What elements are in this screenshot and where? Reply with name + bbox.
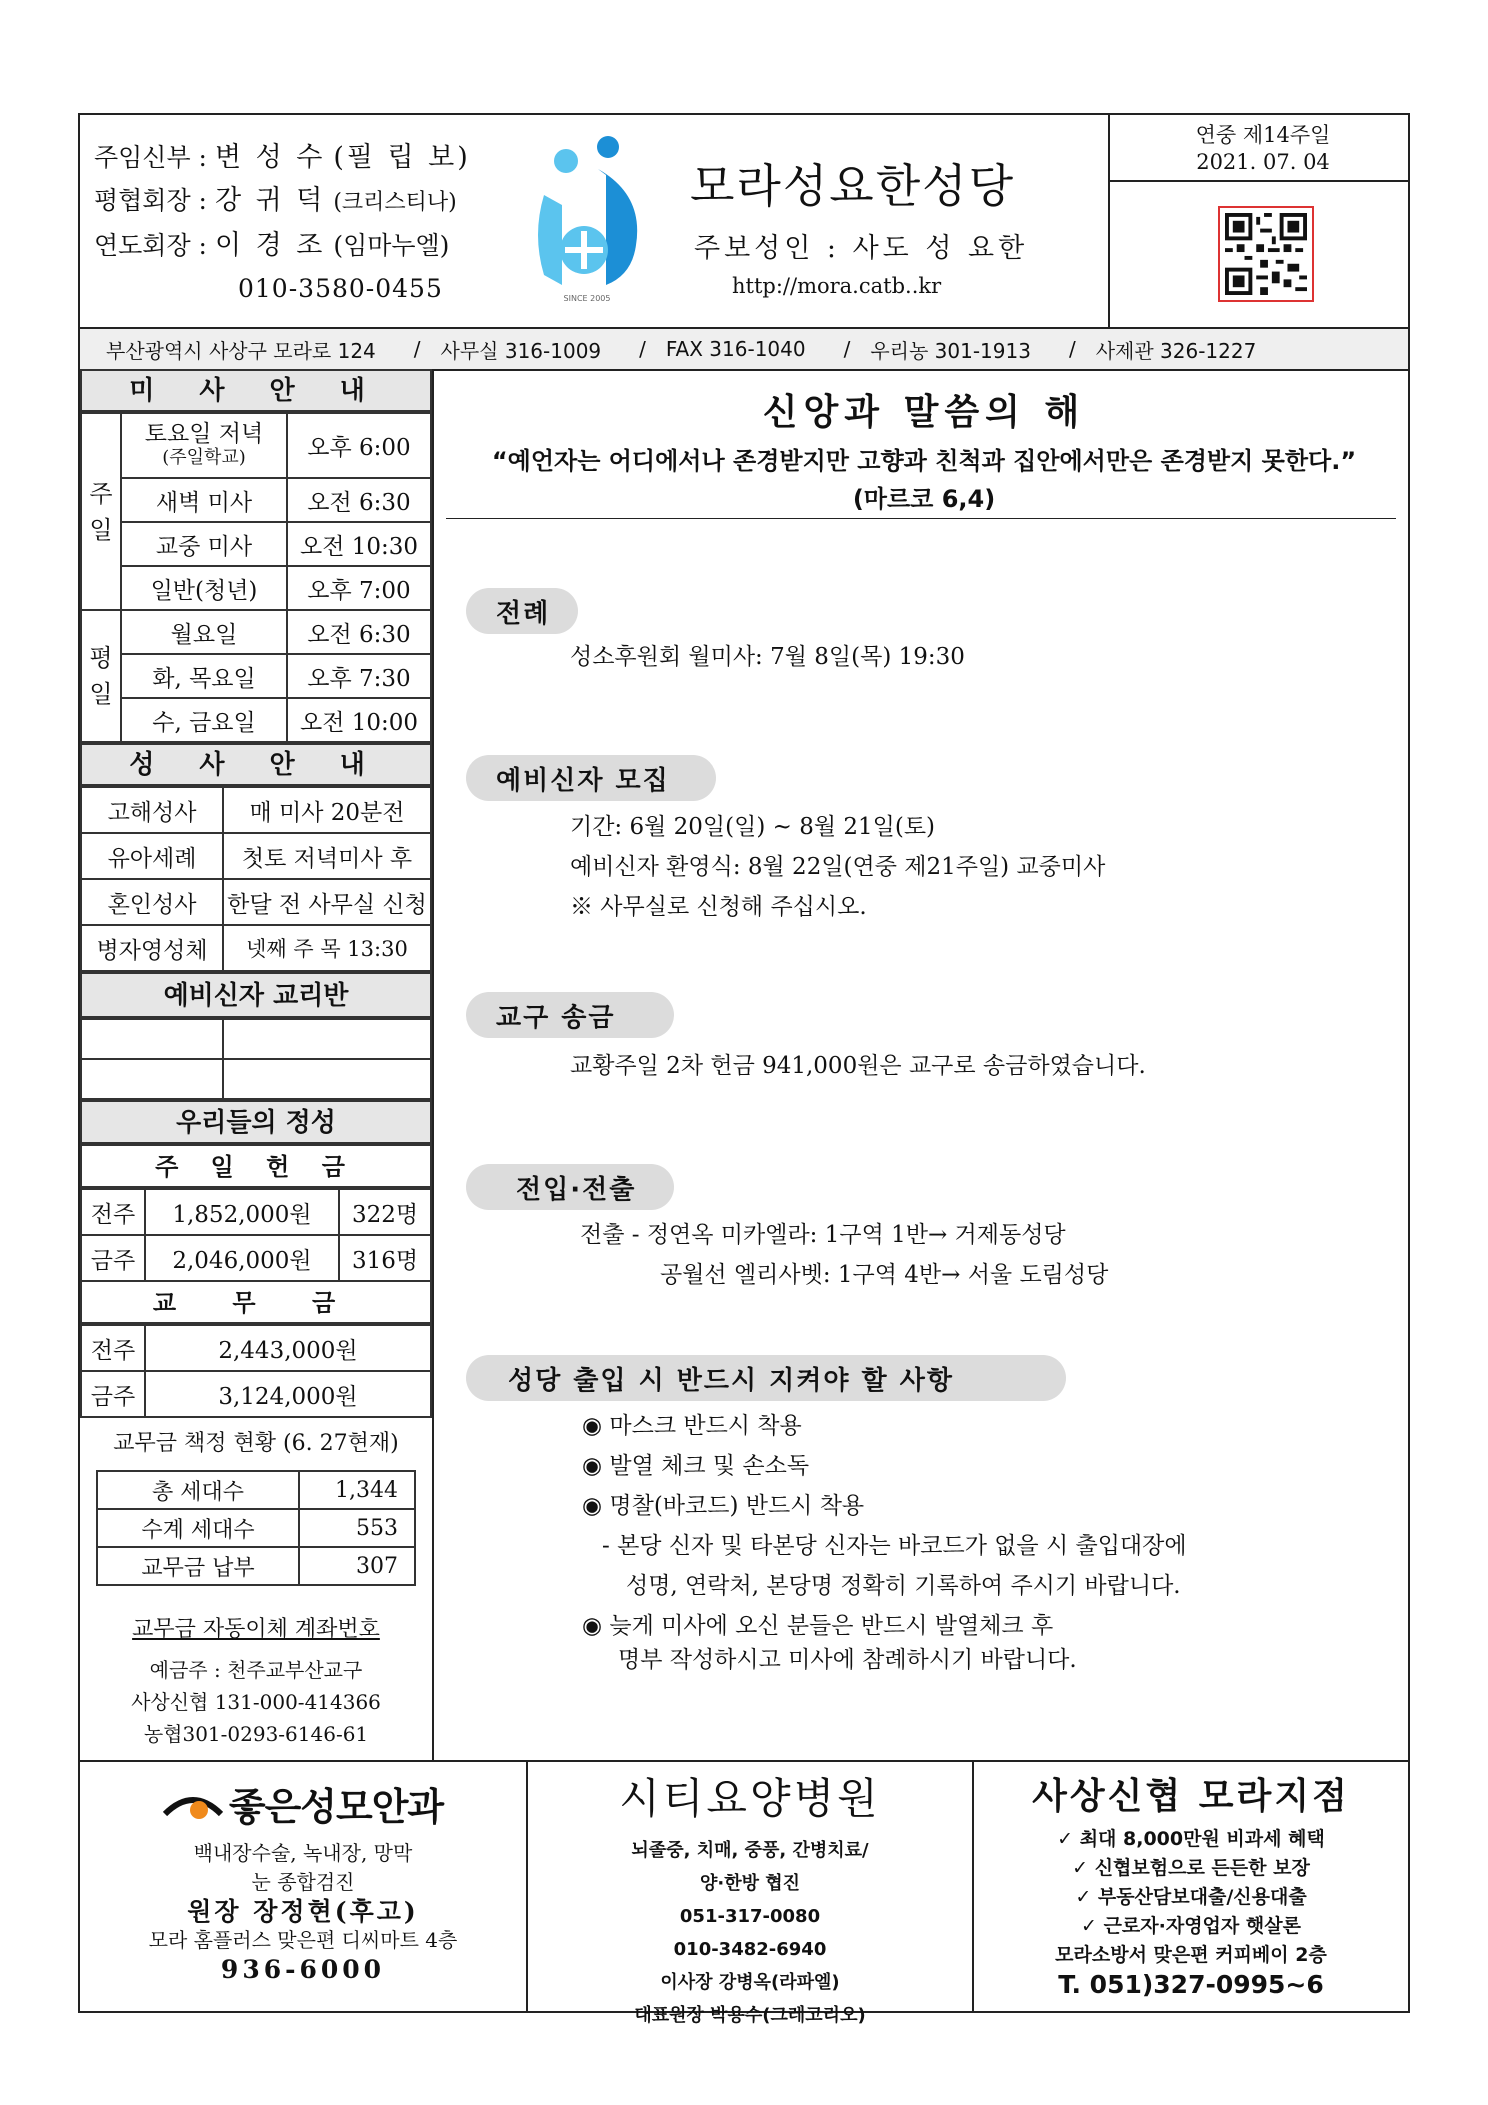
dues-table	[80, 1324, 432, 1418]
mass-name: 수, 금요일	[121, 698, 287, 742]
liturgy-body: 성소후원회 월미사: 7월 8일(목) 19:30	[570, 644, 965, 670]
logo-since: SINCE 2005	[563, 294, 611, 303]
eye-clinic-name: 좋은성모안과	[228, 1785, 444, 1829]
offering-count: 316명	[339, 1235, 431, 1281]
dues-status-table	[96, 1470, 416, 1586]
mass-time: 오후 7:30	[287, 654, 431, 698]
section-title-catechumen: 예비신자 모집	[466, 755, 716, 801]
issue-date: 2021. 07. 04	[1196, 150, 1330, 174]
sacrament-name: 혼인성사	[81, 879, 223, 925]
scripture-quote	[440, 442, 1408, 518]
dues-label: 전주	[81, 1325, 145, 1371]
mass-name: 토요일 저녁 (주일학교)	[121, 413, 287, 478]
account-info	[80, 1654, 432, 1750]
mass-name: 새벽 미사	[121, 478, 287, 522]
hospital-ad: 시티요양병원 뇌졸중, 치매, 중풍, 간병치료/ 양·한방 협진 051-317-0080 010-3482-6940 이사장 강병옥(라파엘) 대표원장 박용수(그레고리오)	[528, 1766, 972, 2032]
sunday-label: 주일	[81, 413, 121, 610]
year-theme-title: 신앙과 말씀의 해	[762, 392, 1086, 433]
credit-union-ad: 사상신협 모라지점 ✓ 최대 8,000만원 비과세 혜택 ✓ 신협보험으로 든든한 보장 ✓ 부동산담보대출/신용대출 ✓ 근로자·자영업자 햇살론 모라소방서 맞은편 커피베이 2층 T. 051)327-0995~6	[974, 1768, 1408, 1999]
contact-phone: 010-3580-0455	[238, 274, 443, 303]
church-name: 모라성요한성당	[690, 159, 1016, 213]
dues-amount: 2,443,000원	[145, 1325, 431, 1371]
status-label: 교무금 납부	[97, 1547, 299, 1585]
account-number-1: 사상신협 131-000-414366	[131, 1690, 381, 1714]
church-logo	[522, 135, 652, 305]
district-line: 연도회장 : 이 경 조 (임마누엘)	[94, 230, 450, 261]
nonghyup-phone: 우리농 301-1913	[870, 338, 1031, 363]
credit-union-name: 사상신협 모라지점	[1032, 1776, 1350, 1817]
status-value: 307	[299, 1547, 415, 1585]
dues-status-title: 교무금 책정 현황 (6. 27현재)	[113, 1431, 399, 1456]
status-label: 수계 세대수	[97, 1509, 299, 1547]
mass-heading: 미 사 안 내	[80, 369, 432, 412]
weekday-label: 평일	[81, 610, 121, 742]
credit-union-phone: T. 051)327-0995~6	[1058, 1970, 1324, 1999]
pastor-line: 주임신부 : 변 성 수 (필 립 보)	[94, 142, 471, 173]
mass-time: 오전 10:00	[287, 698, 431, 742]
dues-amount: 3,124,000원	[145, 1371, 431, 1417]
entry-rules-body: ◉ 마스크 반드시 착용 ◉ 발열 체크 및 손소독 ◉ 명찰(바코드) 반드시 착용 - 본당 신자 및 타본당 신자는 바코드가 없을 시 출입대장에 성명, 연락처, 본당명 정확히 기록하여 주시기 바랍니다. ◉ 늦게 미사에 오신 분들은 반드시 발열체크 후 명부 작성하시고 미사에 참례하시기 바랍니다.	[582, 1413, 1187, 1673]
transfer-body: 전출 - 정연옥 미카엘라: 1구역 1반→ 거제동성당 공월선 엘리사벳: 1구역 4반→ 서울 도림성당	[580, 1222, 1109, 1288]
sacrament-name: 유아세례	[81, 833, 223, 879]
rectory-phone: 사제관 326-1227	[1095, 338, 1257, 363]
section-title-diocese-remit: 교구 송금	[466, 992, 674, 1038]
status-value: 553	[299, 1509, 415, 1547]
sacrament-name: 고해성사	[81, 787, 223, 833]
account-holder: 예금주 : 천주교부산교구	[149, 1658, 363, 1682]
church-url[interactable]: http://mora.catb..kr	[732, 274, 942, 298]
catechumen-class-heading: 예비신자 교리반	[80, 972, 432, 1018]
patron-saint: 주보성인 : 사도 성 요한	[694, 233, 1029, 264]
mass-time: 오후 6:00	[287, 413, 431, 478]
dues-label: 금주	[81, 1371, 145, 1417]
sacrament-heading: 성 사 안 내	[80, 743, 432, 786]
offering-amount: 1,852,000원	[145, 1189, 339, 1235]
sacrament-detail: 한달 전 사무실 신청	[223, 879, 431, 925]
sacrament-detail: 매 미사 20분전	[223, 787, 431, 833]
sunday-offering-table	[80, 1188, 432, 1282]
sacrament-table	[80, 786, 432, 972]
mass-schedule-table	[80, 412, 432, 743]
qr-pattern	[1225, 213, 1307, 295]
mass-time: 오전 6:30	[287, 610, 431, 654]
council-line: 평협회장 : 강 귀 덕 (크리스티나)	[94, 185, 457, 216]
section-title-entry-rules: 성당 출입 시 반드시 지켜야 할 사항	[466, 1355, 1066, 1401]
catechumen-body: 기간: 6월 20일(일) ~ 8월 21일(토) 예비신자 환영식: 8월 22일(연중 제21주일) 교중미사 ※ 사무실로 신청해 주십시오.	[570, 814, 1106, 920]
mass-name: 일반(청년)	[121, 566, 287, 610]
liturgical-week: 연중 제14주일	[1195, 123, 1331, 147]
mass-name: 월요일	[121, 610, 287, 654]
quote-reference: (마르코 6,4)	[852, 485, 996, 513]
mass-time: 오전 10:30	[287, 522, 431, 566]
church-address: 부산광역시 사상구 모라로 124	[106, 338, 376, 363]
offering-label: 전주	[81, 1189, 145, 1235]
eye-logo-icon	[163, 1784, 223, 1824]
catechumen-class-table	[80, 1018, 432, 1100]
offerings-heading: 우리들의 정성	[80, 1100, 432, 1144]
mass-name: 화, 목요일	[121, 654, 287, 698]
hospital-phone-1: 051-317-0080	[679, 1906, 821, 1927]
sacrament-detail: 넷째 주 목 13:30	[223, 925, 431, 971]
status-label: 총 세대수	[97, 1471, 299, 1509]
status-value: 1,344	[299, 1471, 415, 1509]
dues-heading: 교 무 금	[80, 1280, 432, 1324]
address-bar: 부산광역시 사상구 모라로 124 / 사무실 316-1009 / FAX 316-1040 / 우리농 301-1913 / 사제관 326-1227	[80, 329, 1408, 369]
quote-text: “예언자는 어디에서나 존경받지만 고향과 친척과 집안에서만은 존경받지 못한다.”	[491, 447, 1357, 475]
section-title-liturgy: 전례	[466, 588, 578, 634]
eye-clinic-director: 원장 장정현(후고)	[187, 1897, 419, 1926]
mass-time: 오후 7:00	[287, 566, 431, 610]
qr-code-icon[interactable]	[1218, 206, 1314, 302]
eye-clinic-phone: 936-6000	[220, 1955, 386, 1984]
sacrament-detail: 첫토 저녁미사 후	[223, 833, 431, 879]
offering-amount: 2,046,000원	[145, 1235, 339, 1281]
offering-label: 금주	[81, 1235, 145, 1281]
office-phone: 사무실 316-1009	[440, 338, 602, 363]
clergy-list	[94, 136, 514, 310]
mass-time: 오전 6:30	[287, 478, 431, 522]
fax-number: FAX 316-1040	[665, 337, 806, 361]
issue-info	[1118, 122, 1408, 176]
hospital-name: 시티요양병원	[619, 1774, 881, 1823]
church-logo-icon	[522, 135, 652, 305]
eye-clinic-ad: 좋은성모안과 백내장수술, 녹내장, 망막 눈 종합검진 원장 장정현(후고) 모라 홈플러스 맞은편 디씨마트 4층 936-6000	[80, 1776, 526, 1984]
sacrament-name: 병자영성체	[81, 925, 223, 971]
hospital-phone-2: 010-3482-6940	[673, 1939, 827, 1960]
section-title-transfer: 전입·전출	[466, 1164, 674, 1210]
account-number-2: 농협301-0293-6146-61	[143, 1722, 369, 1746]
sunday-offering-heading: 주 일 헌 금	[80, 1144, 432, 1188]
diocese-remit-body: 교황주일 2차 헌금 941,000원은 교구로 송금하였습니다.	[570, 1053, 1146, 1079]
mass-name: 교중 미사	[121, 522, 287, 566]
offering-count: 322명	[339, 1189, 431, 1235]
account-title: 교무금 자동이체 계좌번호	[132, 1617, 380, 1642]
